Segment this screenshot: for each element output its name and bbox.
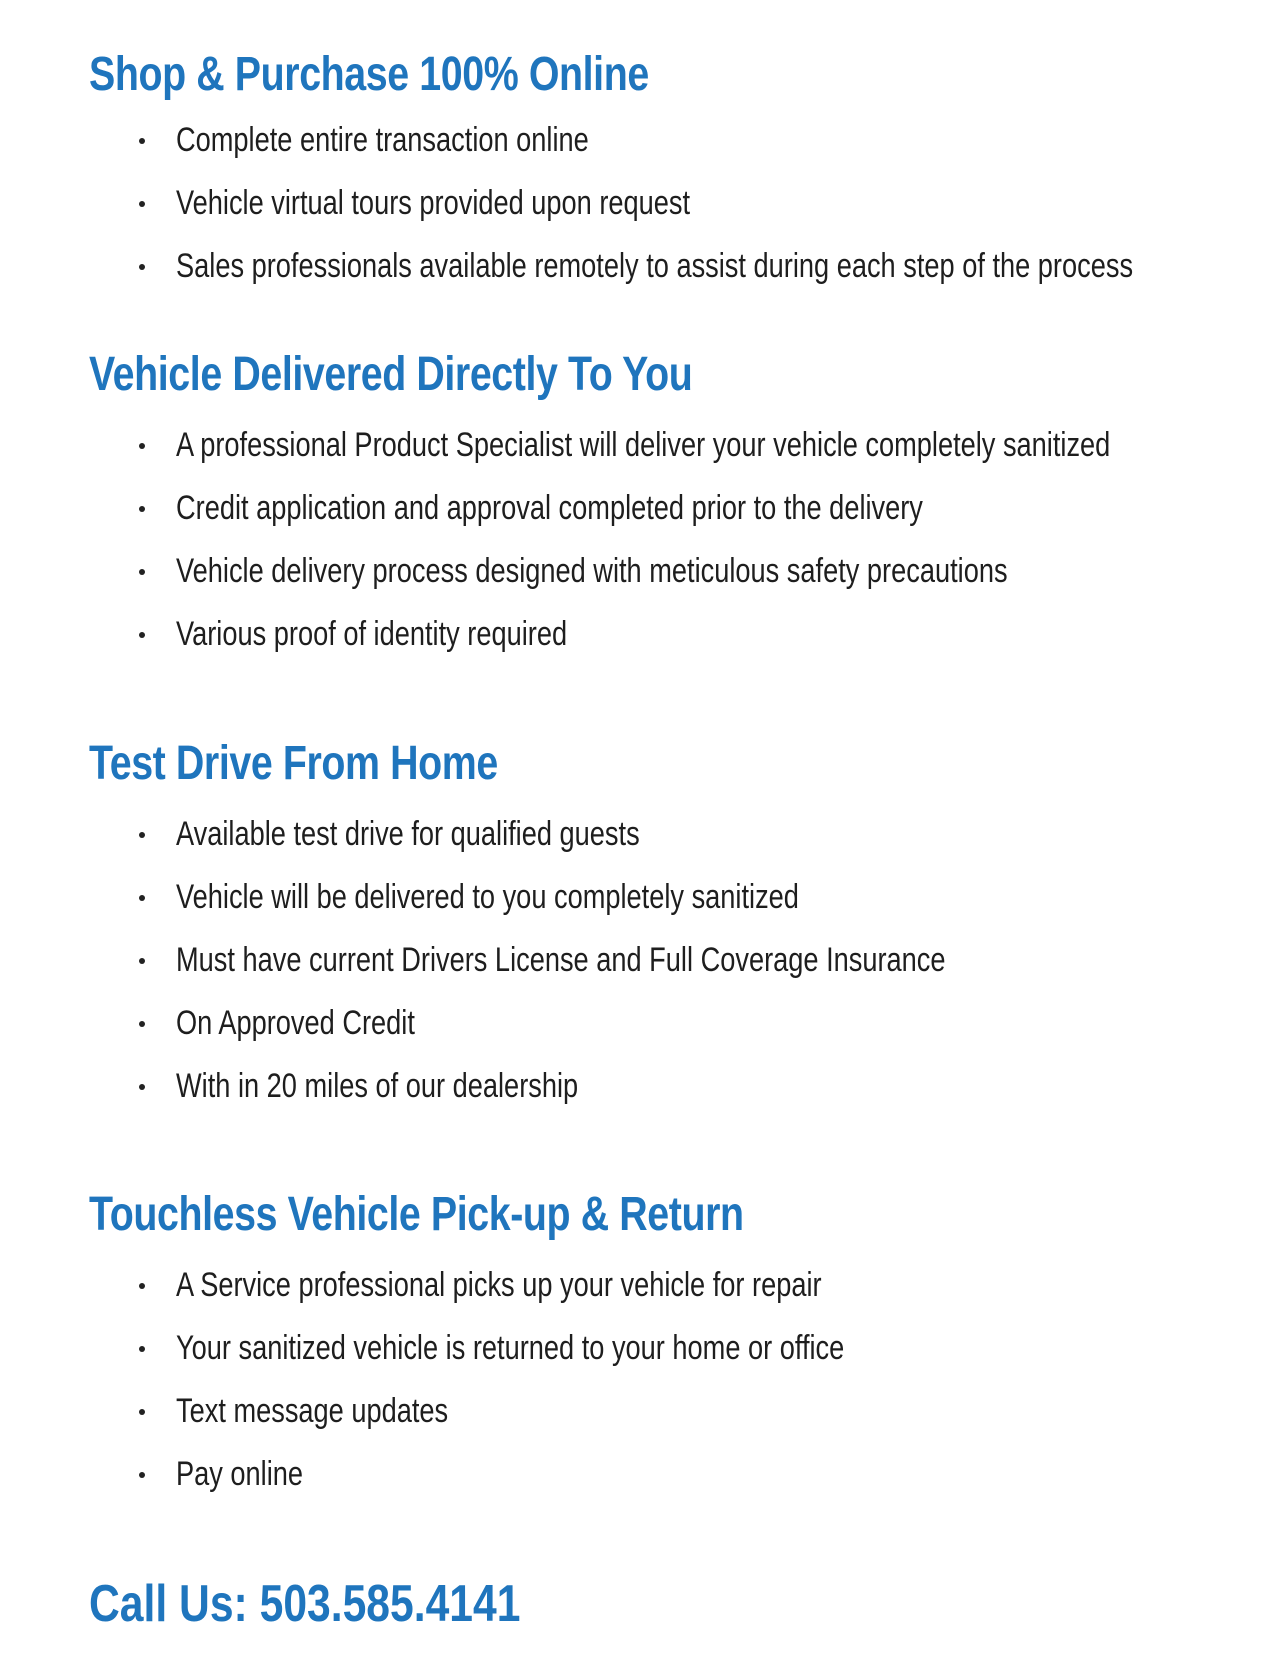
list-item-text: On Approved Credit	[176, 1004, 415, 1042]
bullet-icon	[139, 506, 145, 512]
bullet-icon	[139, 1346, 145, 1352]
list-item-text: Text message updates	[176, 1392, 449, 1430]
call-us-phone[interactable]: Call Us: 503.585.4141	[89, 1575, 521, 1633]
list-item-text: Vehicle delivery process designed with meticulous safety precautions	[176, 552, 1008, 590]
bullet-icon	[139, 201, 145, 207]
bullet-icon	[139, 138, 145, 144]
list-item-text: Credit application and approval completed prior to the delivery	[176, 489, 923, 527]
bullet-icon	[139, 632, 145, 638]
bullet-icon	[139, 832, 145, 838]
section-heading-touchless-pickup: Touchless Vehicle Pick-up & Return	[89, 1188, 744, 1241]
bullet-icon	[139, 958, 145, 964]
list-item-text: Vehicle virtual tours provided upon request	[176, 184, 691, 222]
list-item-text: Pay online	[176, 1455, 304, 1493]
bullet-icon	[139, 1409, 145, 1415]
list-item-text: Sales professionals available remotely to assist during each step of the process	[176, 247, 1134, 285]
section-heading-vehicle-delivered: Vehicle Delivered Directly To You	[89, 348, 693, 401]
list-item-text: A Service professional picks up your vehicle for repair	[176, 1266, 822, 1304]
list-item-text: A professional Product Specialist will deliver your vehicle completely sanitized	[176, 426, 1111, 464]
list-item-text: Available test drive for qualified guests	[176, 815, 640, 853]
bullet-icon	[139, 1283, 145, 1289]
bullet-icon	[139, 895, 145, 901]
list-item-text: Vehicle will be delivered to you completely sanitized	[176, 878, 799, 916]
section-heading-shop-online: Shop & Purchase 100% Online	[89, 48, 649, 101]
bullet-icon	[139, 443, 145, 449]
bullet-icon	[139, 1021, 145, 1027]
list-item-text: With in 20 miles of our dealership	[176, 1067, 579, 1105]
list-item-text: Your sanitized vehicle is returned to your home or office	[176, 1329, 845, 1367]
list-item-text: Complete entire transaction online	[176, 121, 589, 159]
bullet-icon	[139, 264, 145, 270]
list-item-text: Various proof of identity required	[176, 615, 568, 653]
bullet-icon	[139, 569, 145, 575]
bullet-icon	[139, 1472, 145, 1478]
bullet-icon	[139, 1084, 145, 1090]
section-heading-test-drive: Test Drive From Home	[89, 737, 498, 790]
list-item-text: Must have current Drivers License and Full Coverage Insurance	[176, 941, 946, 979]
